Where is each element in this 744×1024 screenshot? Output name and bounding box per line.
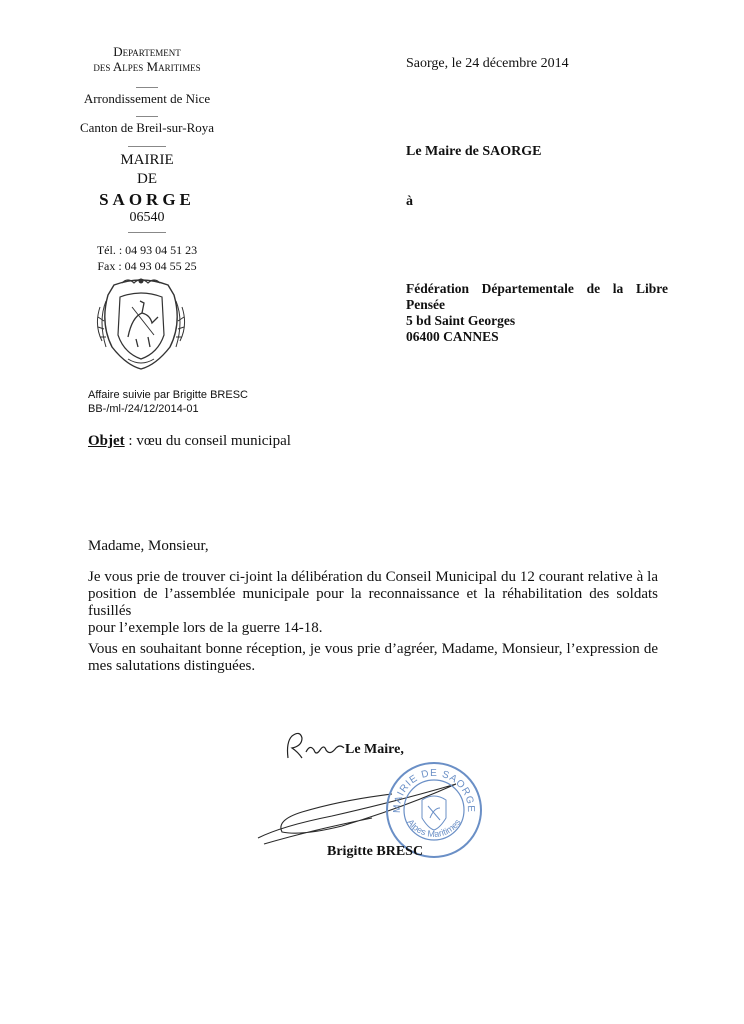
de-label: DE <box>137 171 157 187</box>
department-line-1: Departement <box>113 44 181 59</box>
reference-followed-by: Affaire suivie par Brigitte BRESC <box>88 389 248 401</box>
mairie-label: MAIRIE <box>120 152 174 168</box>
recipient-address <box>406 281 668 345</box>
paragraph-2-line-2: mes salutations distinguées. <box>88 658 256 674</box>
arrondissement: Arrondissement de Nice <box>83 91 211 106</box>
paragraph-2 <box>88 641 658 675</box>
telephone: Tél. : 04 93 04 51 23 <box>96 243 198 257</box>
sender: Le Maire de SAORGE <box>406 144 542 159</box>
subject-text: : vœu du conseil municipal <box>124 433 291 449</box>
to-word: à <box>406 194 413 209</box>
recipient-line-2: Pensée <box>406 297 445 312</box>
paragraph-1-line-2: position de l’assemblée municipale pour la reconnaissance et la réhabilitation des soldats fusillés <box>88 586 658 619</box>
salutation: Madame, Monsieur, <box>88 538 209 554</box>
recipient-line-4: 06400 CANNES <box>406 329 499 344</box>
paragraph-1 <box>88 569 658 637</box>
recipient-line-1: Fédération Départementale de la Libre <box>406 281 668 296</box>
recipient-line-3: 5 bd Saint Georges <box>406 313 516 328</box>
closing-title: Le Maire, <box>345 742 404 757</box>
signatory-name: Brigitte BRESC <box>327 844 424 859</box>
subject-label: Objet <box>88 433 125 449</box>
canton: Canton de Breil-sur-Roya <box>79 120 215 135</box>
town-name: SAORGE <box>99 190 195 209</box>
signature-icon <box>280 728 346 764</box>
paragraph-1-line-1: Je vous prie de trouver ci-joint la délibération du Conseil Municipal du 12 courant relative à la <box>88 569 658 585</box>
letterhead <box>62 44 232 74</box>
divider <box>128 232 166 233</box>
fax: Fax : 04 93 04 55 25 <box>97 259 197 273</box>
reference-code: BB-/ml-/24/12/2014-01 <box>88 403 199 415</box>
divider <box>136 87 158 88</box>
stamp-text-bottom: Alpes Maritimes <box>405 817 463 840</box>
department-line-2: des Alpes Maritimes <box>93 59 201 74</box>
coat-of-arms-icon <box>92 277 190 371</box>
subject-line <box>88 433 291 450</box>
paragraph-2-line-1: Vous en souhaitant bonne réception, je vous prie d’agréer, Madame, Monsieur, l’expression de <box>88 641 658 657</box>
paragraph-1-line-3: pour l’exemple lors de la guerre 14-18. <box>88 620 323 636</box>
divider <box>136 116 158 117</box>
place-date: Saorge, le 24 décembre 2014 <box>406 56 569 71</box>
stamp-text-top: MAIRIE DE SAORGE <box>391 767 477 814</box>
divider <box>128 146 166 147</box>
postcode: 06540 <box>129 210 165 225</box>
